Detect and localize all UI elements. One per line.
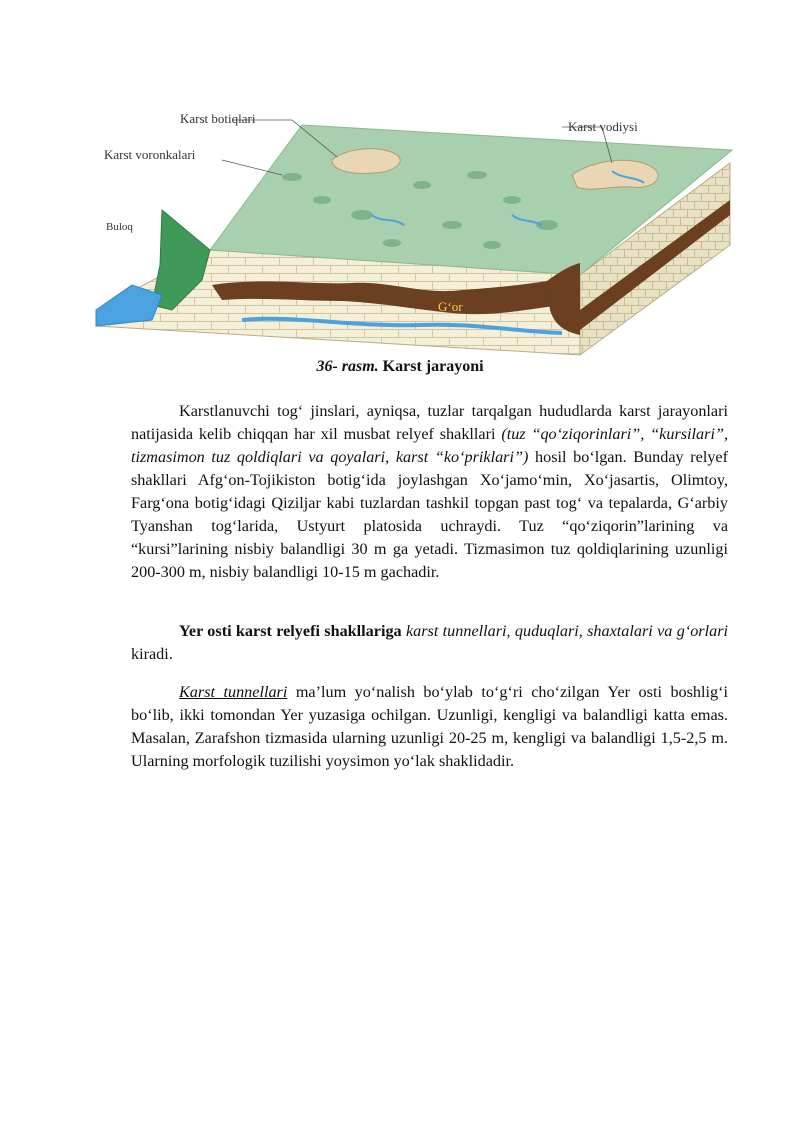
p2-bold: Yer osti karst relyefi shakllariga <box>179 622 402 640</box>
label-karst-vodiysi: Karst vodiysi <box>568 119 638 134</box>
karst-diagram <box>92 105 738 360</box>
p1-text-3: hosil bo‘lgan. Bunday relyef shakllari Afg‘on-Tojikiston botig‘ida joylashgan Xo‘jamo‘min, Xo‘jasartis, Olimtoy, Farg‘ona botig‘idagi Qiziljar kabi tuzlardan tashkil topgan past tog‘ va tepalarda, G‘arbiy Tyanshan tog‘larida, Ustyurt platosida uchraydi. Tuz “qo‘ziqorin”larining va “kursi”larining nisbiy balandligi 30 m ga yetadi. Tizmasimon tuz qoldiqlarining uzunligi 200-300 m, nisbiy balandligi 10-15 m gachadir. <box>131 448 729 581</box>
caption-number: 36- rasm. <box>316 358 379 375</box>
p3-term: Karst tunnellari <box>179 683 288 701</box>
p2-italic: karst tunnellari, quduqlari, shaxtalari va g‘orlari <box>401 622 728 640</box>
paragraph-3 <box>131 681 728 773</box>
p1-italic-2: karst “ko‘priklari”) <box>395 448 529 466</box>
p1-text-2: , <box>385 448 396 466</box>
p1-italic-1: (tuz “qo‘ziqorinlari”, “kursilari”, tizmasimon tuz qoldiqlari va qoyalari <box>131 425 728 466</box>
p1-text-1: Karstlanuvchi tog‘ jinslari, ayniqsa, tuzlar tarqalgan hududlarda karst jarayonlari natijasida kelib chiqqan har xil musbat relyef shakllari <box>131 402 728 443</box>
label-karst-voronkalari: Karst voronkalari <box>104 147 196 162</box>
p2-tail: kiradi. <box>131 645 173 663</box>
figure-caption <box>0 358 800 376</box>
p3-text: ma’lum yo‘nalish bo‘ylab to‘g‘ri cho‘zilgan Yer osti boshlig‘i bo‘lib, ikki tomondan Yer yuzasiga ochilgan. Uzunligi, kengligi va balandligi katta emas. Masalan, Zarafshon tizmasida ularning uzunligi 20-25 m, kengligi va balandligi 1,5-2,5 m. Ularning morfologik tuzilishi yoysimon yo‘lak shaklidadir. <box>131 683 729 770</box>
label-buloq: Buloq <box>106 221 133 233</box>
caption-title: Karst jarayoni <box>378 358 484 375</box>
paragraph-2 <box>131 620 728 666</box>
label-karst-botiqlari: Karst botiqlari <box>180 111 256 126</box>
label-gor: G‘or <box>438 299 463 314</box>
paragraph-1 <box>131 400 728 584</box>
